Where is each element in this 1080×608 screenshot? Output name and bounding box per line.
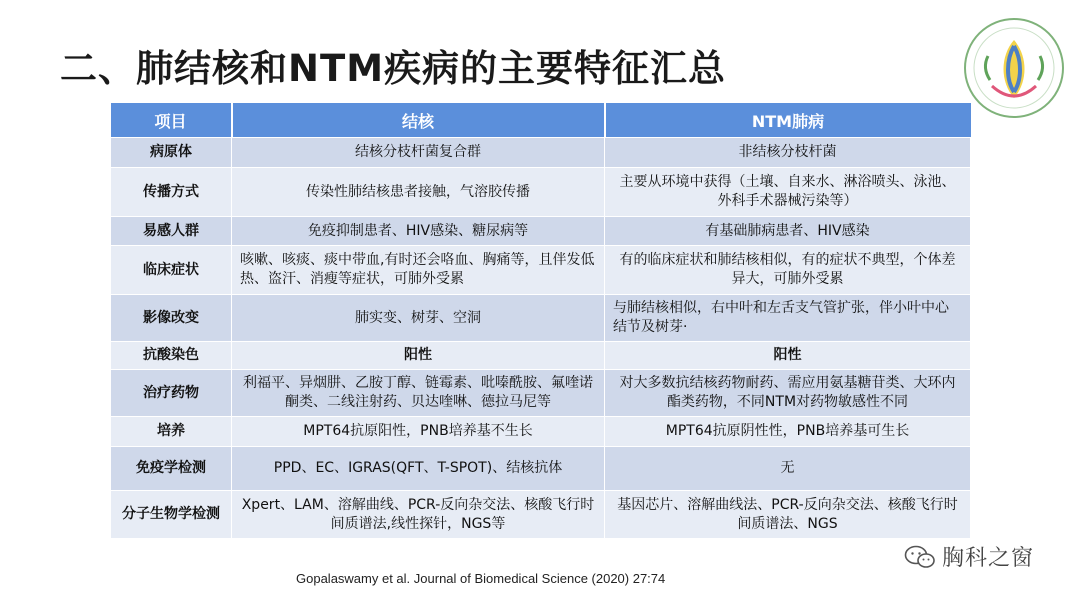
tb-cell: 传染性肺结核患者接触，气溶胶传播	[232, 168, 605, 217]
table-row	[111, 246, 971, 295]
tb-cell: 阳性	[232, 342, 605, 370]
tb-cell: 免疫抑制患者、HIV感染、糖尿病等	[232, 217, 605, 246]
ntm-cell: 基因芯片、溶解曲线法、PCR-反向杂交法、核酸飞行时间质谱法、NGS	[605, 491, 971, 539]
tb-cell: MPT64抗原阳性，PNB培养基不生长	[232, 417, 605, 447]
tb-cell: PPD、EC、IGRAS(QFT、T-SPOT)、结核抗体	[232, 447, 605, 491]
organization-logo-icon	[962, 16, 1066, 120]
comparison-table	[110, 103, 971, 539]
ntm-cell: 非结核分枝杆菌	[605, 138, 971, 168]
table-row	[111, 342, 971, 370]
ntm-cell: 主要从环境中获得（土壤、自来水、淋浴喷头、泳池、外科手术器械污染等）	[605, 168, 971, 217]
tb-cell: 利福平、异烟肼、乙胺丁醇、链霉素、吡嗪酰胺、氟喹诺酮类、二线注射药、贝达喹啉、德拉马尼等	[232, 370, 605, 417]
row-label: 抗酸染色	[111, 342, 232, 370]
row-label: 病原体	[111, 138, 232, 168]
header-ntm: NTM肺病	[605, 103, 971, 138]
tb-cell: 结核分枝杆菌复合群	[232, 138, 605, 168]
watermark	[904, 541, 1034, 572]
row-label: 培养	[111, 417, 232, 447]
tb-cell: 咳嗽、咳痰、痰中带血,有时还会咯血、胸痛等，且伴发低热、盗汗、消瘦等症状，可肺外受累	[232, 246, 605, 295]
row-label: 易感人群	[111, 217, 232, 246]
table-header-row	[111, 103, 971, 138]
ntm-cell: 有的临床症状和肺结核相似，有的症状不典型，个体差异大，可肺外受累	[605, 246, 971, 295]
tb-cell: Xpert、LAM、溶解曲线、PCR-反向杂交法、核酸飞行时间质谱法,线性探针，NGS等	[232, 491, 605, 539]
header-item: 项目	[111, 103, 232, 138]
table-row	[111, 168, 971, 217]
row-label: 免疫学检测	[111, 447, 232, 491]
table-row	[111, 370, 971, 417]
ntm-cell: MPT64抗原阴性性，PNB培养基可生长	[605, 417, 971, 447]
ntm-cell: 无	[605, 447, 971, 491]
row-label: 治疗药物	[111, 370, 232, 417]
table-row	[111, 417, 971, 447]
row-label: 影像改变	[111, 295, 232, 342]
ntm-cell: 阳性	[605, 342, 971, 370]
ntm-cell: 对大多数抗结核药物耐药、需应用氨基糖苷类、大环内酯类药物，不同NTM对药物敏感性不同	[605, 370, 971, 417]
watermark-text: 胸科之窗	[942, 546, 1035, 571]
row-label: 传播方式	[111, 168, 232, 217]
header-tb: 结核	[232, 103, 605, 138]
table-row	[111, 138, 971, 168]
table-row	[111, 447, 971, 491]
table-row	[111, 295, 971, 342]
row-label: 临床症状	[111, 246, 232, 295]
table-row	[111, 217, 971, 246]
table-row	[111, 491, 971, 539]
row-label: 分子生物学检测	[111, 491, 232, 539]
page-title: 二、肺结核和NTM疾病的主要特征汇总	[60, 47, 727, 90]
ntm-cell: 有基础肺病患者、HIV感染	[605, 217, 971, 246]
wechat-icon	[904, 544, 936, 570]
tb-cell: 肺实变、树芽、空洞	[232, 295, 605, 342]
ntm-cell: 与肺结核相似，右中叶和左舌支气管扩张，伴小叶中心结节及树芽·	[605, 295, 971, 342]
citation: Gopalaswamy et al. Journal of Biomedical Science (2020) 27:74	[296, 571, 666, 586]
